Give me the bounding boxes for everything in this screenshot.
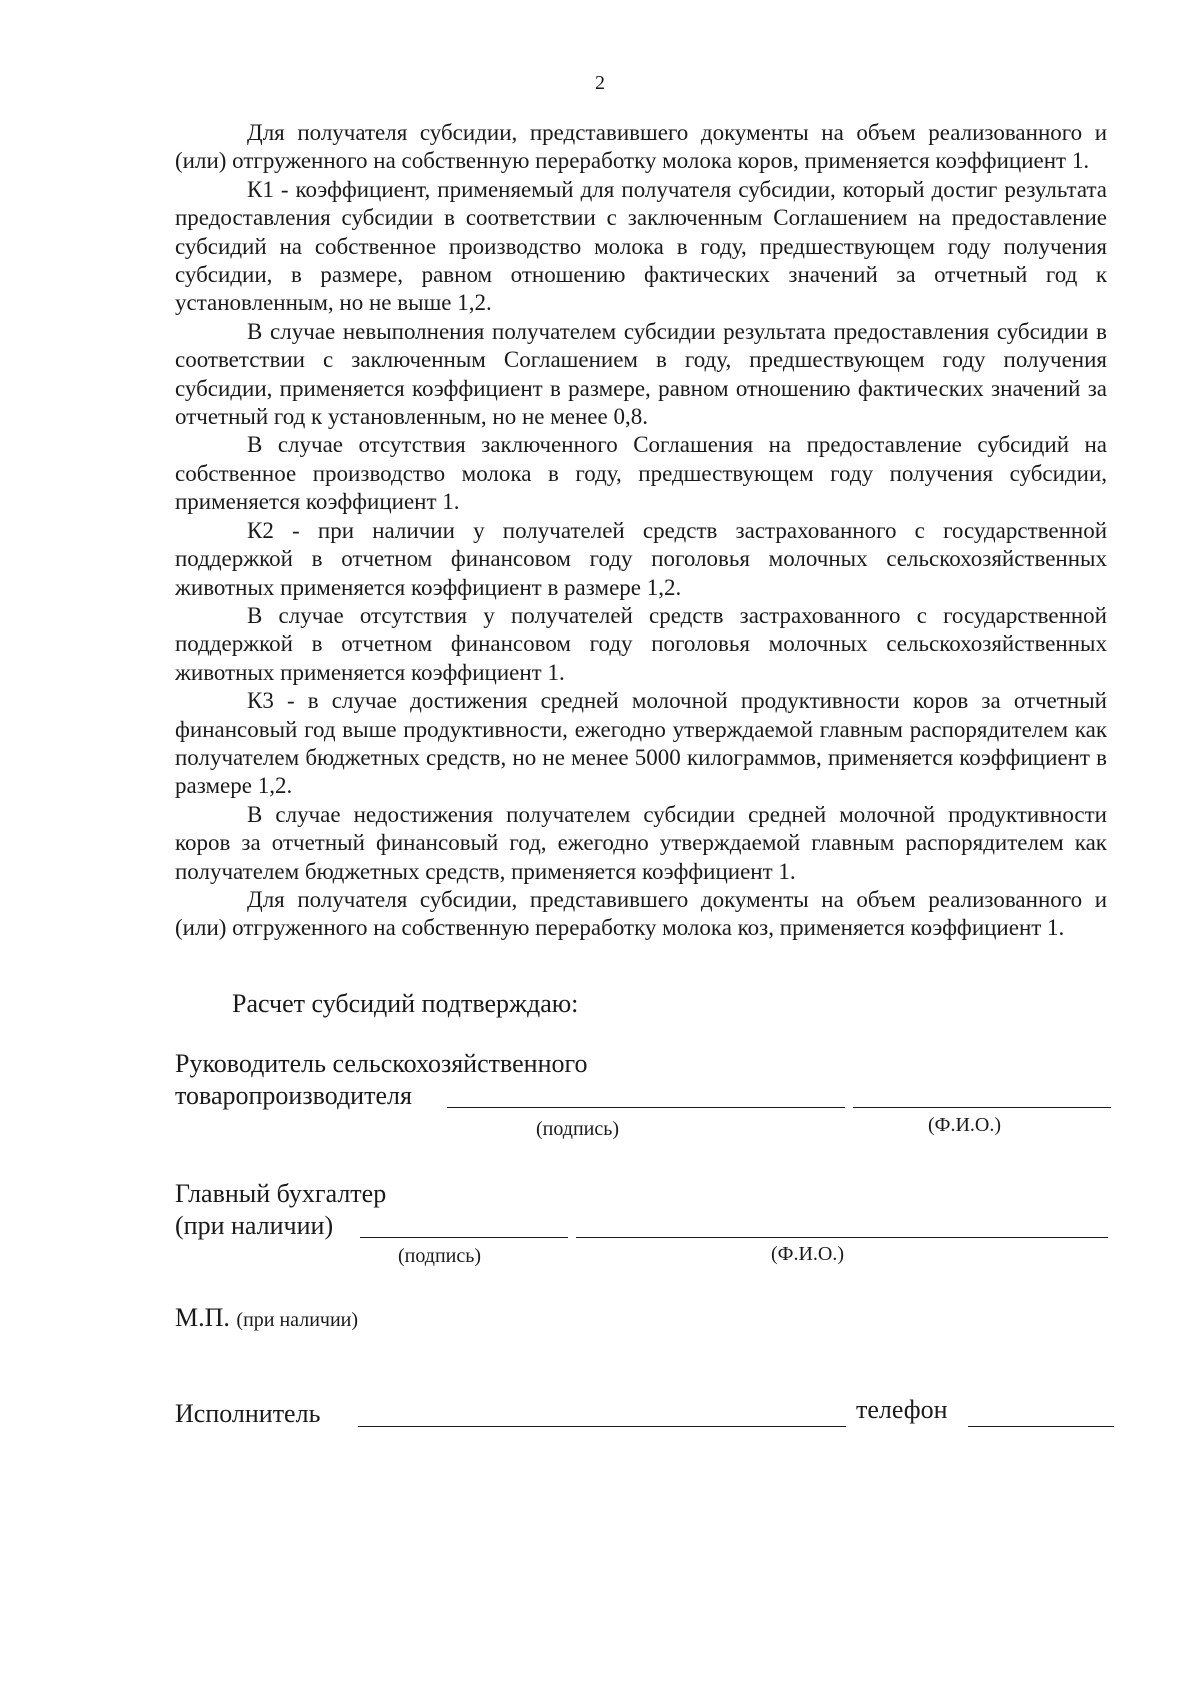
head-signature-label	[175, 1048, 588, 1112]
paragraph: Для получателя субсидии, представившего документы на объем реализованного и (или) отгруженного на собственную переработку молока коров, применяется коэффициент 1.	[175, 120, 1107, 174]
accountant-signature-label	[175, 1178, 386, 1242]
executor-line[interactable]	[358, 1426, 846, 1427]
stamp-label: М.П.	[175, 1303, 230, 1332]
accountant-signature-line[interactable]	[360, 1237, 568, 1238]
accountant-title-line2: (при наличии)	[175, 1211, 334, 1240]
executor-label: Исполнитель	[175, 1399, 321, 1428]
paragraph: В случае отсутствия у получателей средств застрахованного с государственной поддержкой в отчетном финансовом году поголовья молочных сельскохозяйственных животных применяется коэффициент 1.	[175, 602, 1107, 685]
head-title-line2: товаропроизводителя	[175, 1081, 412, 1110]
paragraph: В случае отсутствия заключенного Соглашения на предоставление субсидий на собственное производство молока в году, предшествующем году получения субсидии, применяется коэффициент 1.	[175, 432, 1107, 515]
paragraph: Для получателя субсидии, представившего документы на объем реализованного и (или) отгруженного на собственную переработку молока коз, применяется коэффициент 1.	[175, 886, 1107, 941]
phone-line[interactable]	[968, 1426, 1114, 1427]
accountant-title-line1: Главный бухгалтер	[175, 1179, 387, 1208]
paragraph: К3 - в случае достижения средней молочной продуктивности коров за отчетный финансовый год выше продуктивности, ежегодно утверждаемой главным распорядителем как получателем бюджетных средств, но не менее 5000 килограммов, применяется коэффициент в размере 1,2.	[175, 688, 1107, 799]
phone-label: телефон	[856, 1395, 948, 1424]
stamp-block	[175, 1302, 358, 1336]
page-number: 2	[595, 72, 605, 94]
paragraph: К2 - при наличии у получателей средств застрахованного с государственной поддержкой в отчетном финансовом году поголовья молочных сельскохозяйственных животных применяется коэффициент в размере 1,2.	[175, 517, 1107, 600]
head-title-line1: Руководитель сельскохозяйственного	[175, 1049, 588, 1078]
paragraph: В случае недостижения получателем субсидии средней молочной продуктивности коров за отчетный финансовый год, ежегодно утверждаемой главным распорядителем как получателем бюджетных средств, применяется коэффициент 1.	[175, 801, 1107, 884]
paragraph: В случае невыполнения получателем субсидии результата предоставления субсидии в соответствии с заключенным Соглашением в году, предшествующем году получения субсидии, применяется коэффициент в размере, равном отношению фактических значений за отчетный год к установленным, но не менее 0,8.	[175, 318, 1107, 430]
head-signature-line[interactable]	[447, 1107, 845, 1108]
head-name-line[interactable]	[853, 1107, 1111, 1108]
accountant-name-line[interactable]	[576, 1237, 1108, 1238]
paragraph: К1 - коэффициент, применяемый для получателя субсидии, который достиг результата предоставления субсидии в соответствии с заключенным Соглашением на предоставление субсидий на собственное производство молока в году, предшествующем году получения субсидии, в размере, равном отношению фактических значений за отчетный год к установленным, но не выше 1,2.	[175, 176, 1107, 316]
accountant-signature-caption: (подпись)	[398, 1245, 482, 1267]
accountant-name-caption: (Ф.И.О.)	[771, 1243, 845, 1265]
confirm-heading: Расчет субсидий подтверждаю:	[232, 989, 579, 1018]
head-signature-caption: (подпись)	[536, 1118, 620, 1140]
head-name-caption: (Ф.И.О.)	[928, 1114, 1002, 1136]
stamp-note: (при наличии)	[236, 1309, 359, 1331]
body-text	[175, 119, 1107, 943]
